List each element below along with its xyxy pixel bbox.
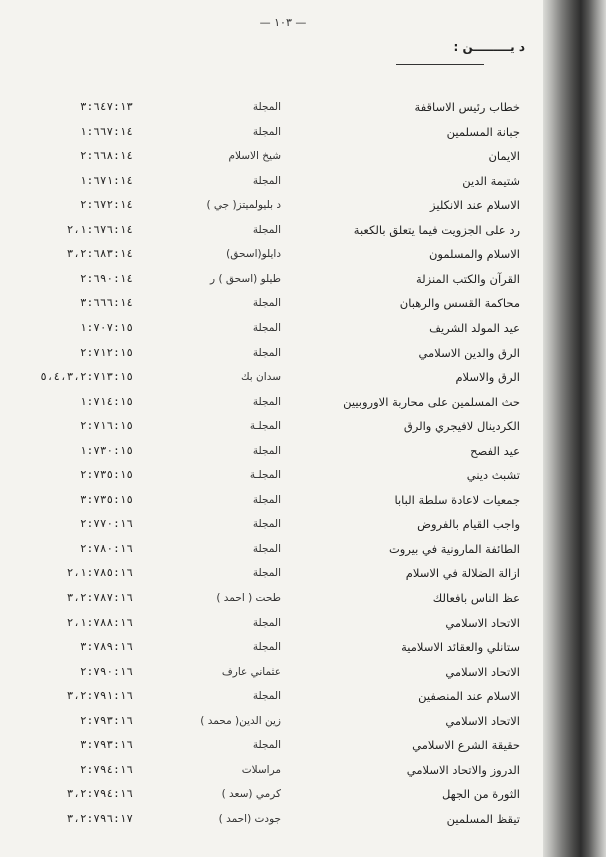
- entry-title: جبانة المسلمين: [446, 124, 520, 139]
- entry-title: رد على الجزويت فيما يتعلق بالكعبة: [353, 222, 520, 237]
- index-entry: [0, 787, 543, 809]
- index-entry: [0, 174, 543, 196]
- entry-reference: ٢:٧٩٠:١٦: [80, 664, 133, 678]
- entry-title: الطائفة المارونية في بيروت: [388, 541, 520, 556]
- entry-title: عيد المولد الشريف: [429, 320, 520, 335]
- entry-source: المجلة: [252, 395, 281, 408]
- entry-title: الاسلام والمسلمون: [428, 247, 520, 262]
- entry-title: شتيمة الدين: [462, 173, 520, 188]
- entry-source: المجلـة: [249, 420, 281, 433]
- entry-source: المجلة: [252, 346, 281, 359]
- entry-source: عثماني عارف: [221, 665, 281, 678]
- entry-source: المجلة: [252, 223, 281, 236]
- index-entry: [0, 542, 543, 564]
- index-entry: [0, 714, 543, 736]
- entry-source: مراسلات: [241, 763, 281, 776]
- entry-reference: ٢:٧٧٠:١٦: [80, 517, 133, 531]
- entry-title: تيقظ المسلمين: [446, 811, 520, 826]
- entry-reference: ٥،٤،٣،٢:٧١٣:١٥: [40, 370, 133, 384]
- entry-source: كرمي (سعد ): [221, 788, 281, 801]
- entry-source: المجلة: [252, 567, 281, 580]
- entry-reference: ٢:٧٩٣:١٦: [80, 713, 133, 727]
- entry-source: المجلة: [252, 616, 281, 629]
- entry-source: المجلة: [252, 518, 281, 531]
- entry-reference: ٢،١:٧٨٨:١٦: [66, 615, 133, 629]
- entry-reference: ١:٧٠٧:١٥: [80, 320, 133, 334]
- index-entry: [0, 763, 543, 785]
- index-entry: [0, 665, 543, 687]
- index-entry: [0, 812, 543, 834]
- entry-title: الاسلام عند الانكليز: [430, 198, 520, 213]
- entry-source: المجلة: [252, 125, 281, 138]
- entry-title: خطاب رئيس الاساقفة: [414, 100, 520, 114]
- entry-reference: ٣،٢:٧٨٧:١٦: [66, 591, 133, 604]
- entry-source: المجلـة: [249, 469, 281, 482]
- entry-source: طحت ( احمد ): [216, 592, 281, 604]
- index-entry: [0, 591, 543, 613]
- entry-reference: ٣،٢:٧٩٦:١٧: [66, 811, 133, 825]
- entry-source: دايلو(اسحق): [226, 248, 281, 261]
- entry-source: طيلو (اسحق ) ر: [210, 272, 281, 285]
- section-heading: د يـــــــــن :: [453, 40, 525, 54]
- entry-reference: ١:٦٦٧:١٤: [80, 124, 133, 138]
- index-entry: [0, 198, 543, 220]
- entry-source: زين الدين( محمد ): [200, 714, 281, 727]
- entry-source: شيخ الاسلام: [228, 150, 281, 163]
- entry-reference: ٢،١:٦٧٦:١٤: [66, 222, 133, 236]
- scan-page-edge: [543, 0, 606, 857]
- index-entry: [0, 321, 543, 343]
- entry-reference: ٣،٢:٧٩٤:١٦: [66, 787, 133, 801]
- index-entry: [0, 444, 543, 466]
- entry-title: حث المسلمين على محاربة الاوروبيين: [343, 394, 520, 409]
- entry-source: المجلة: [252, 542, 281, 555]
- entry-title: محاكمة القسس والرهبان: [399, 296, 520, 311]
- entry-reference: ٢،١:٧٨٥:١٦: [66, 566, 133, 580]
- entry-reference: ٣:٦٦٦:١٤: [80, 296, 133, 310]
- index-entry: [0, 223, 543, 245]
- entry-source: المجلة: [252, 690, 281, 703]
- entry-reference: ٣،٢:٦٨٣:١٤: [66, 247, 133, 261]
- entry-title: ستانلي والعقائد الاسلامية: [401, 640, 520, 655]
- entry-source: المجلة: [252, 493, 281, 506]
- index-entry: [0, 125, 543, 147]
- entry-title: الرق والاسلام: [455, 370, 520, 385]
- entry-title: جمعيات لاعادة سلطة البابا: [394, 492, 520, 507]
- entry-title: الدروز والاتحاد الاسلامي: [406, 762, 520, 777]
- entry-source: المجلة: [252, 739, 281, 752]
- entry-reference: ٢:٧١٢:١٥: [80, 345, 133, 359]
- index-entry: [0, 566, 543, 588]
- entry-title: الاتحاد الاسلامي: [445, 615, 520, 630]
- entry-title: تشبث ديني: [466, 468, 520, 483]
- entry-reference: ١:٦٧١:١٤: [80, 173, 133, 187]
- entry-title: الاتحاد الاسلامي: [445, 713, 520, 728]
- entry-title: القرآن والكتب المنزلة: [415, 271, 520, 286]
- index-entry: [0, 149, 543, 171]
- entry-title: الاتحاد الاسلامي: [445, 664, 520, 679]
- entry-reference: ٣:٦٤٧:١٣: [80, 100, 133, 113]
- entry-reference: ٢:٧٨٠:١٦: [80, 541, 133, 555]
- index-entry: [0, 689, 543, 711]
- index-entry: [0, 395, 543, 417]
- entry-title: الرق والدين الاسلامي: [418, 345, 520, 360]
- entry-title: ازالة الضلالة في الاسلام: [405, 566, 520, 581]
- entry-title: الثورة من الجهل: [441, 787, 520, 802]
- index-entry: [0, 419, 543, 441]
- entry-source: المجلة: [252, 641, 281, 654]
- entry-reference: ١:٧٣٠:١٥: [80, 443, 133, 457]
- entry-source: جودت (احمد ): [218, 812, 281, 825]
- entry-reference: ٢:٦٧٢:١٤: [80, 198, 133, 212]
- index-entry: [0, 640, 543, 662]
- entry-reference: ٣،٢:٧٩١:١٦: [66, 689, 133, 703]
- entry-reference: ٢:٧٩٤:١٦: [80, 762, 133, 776]
- entry-reference: ٣:٧٣٥:١٥: [80, 492, 133, 506]
- entry-source: المجلة: [252, 174, 281, 187]
- entry-reference: ٢:٦٩٠:١٤: [80, 271, 133, 285]
- entry-reference: ٢:٦٦٨:١٤: [80, 149, 133, 163]
- entry-title: عظ الناس بافعالك: [432, 591, 520, 605]
- entry-title: حقيقة الشرع الاسلامي: [412, 738, 520, 753]
- entry-reference: ٣:٧٩٣:١٦: [80, 738, 133, 752]
- entry-reference: ٢:٧٣٥:١٥: [80, 468, 133, 482]
- index-entry: [0, 517, 543, 539]
- index-entry: [0, 493, 543, 515]
- entry-title: الايمان: [488, 149, 520, 164]
- index-entry: [0, 738, 543, 760]
- entry-reference: ١:٧١٤:١٥: [80, 394, 133, 408]
- index-entry: [0, 100, 543, 122]
- page-number: — ١٠٣ —: [259, 16, 307, 29]
- index-entry: [0, 468, 543, 490]
- entry-reference: ٢:٧١٦:١٥: [80, 419, 133, 433]
- entry-source: سدان بك: [240, 371, 281, 384]
- entry-title: عيد الفصح: [470, 443, 520, 458]
- entry-title: الاسلام عند المنصفين: [418, 689, 520, 704]
- index-entry: [0, 616, 543, 638]
- entry-source: د بليولميتز( جي ): [206, 199, 281, 212]
- index-entry: [0, 296, 543, 318]
- entry-title: الكردينال لافيجري والرق: [403, 419, 520, 434]
- entry-source: المجلة: [252, 321, 281, 334]
- index-entry: [0, 370, 543, 392]
- index-entry: [0, 346, 543, 368]
- entry-source: المجلة: [252, 444, 281, 457]
- index-entry: [0, 247, 543, 269]
- entry-reference: ٣:٧٨٩:١٦: [80, 640, 133, 654]
- entry-title: واجب القيام بالفروض: [417, 517, 520, 532]
- index-entry: [0, 272, 543, 294]
- entry-source: المجلة: [252, 297, 281, 310]
- entry-source: المجلة: [252, 101, 281, 113]
